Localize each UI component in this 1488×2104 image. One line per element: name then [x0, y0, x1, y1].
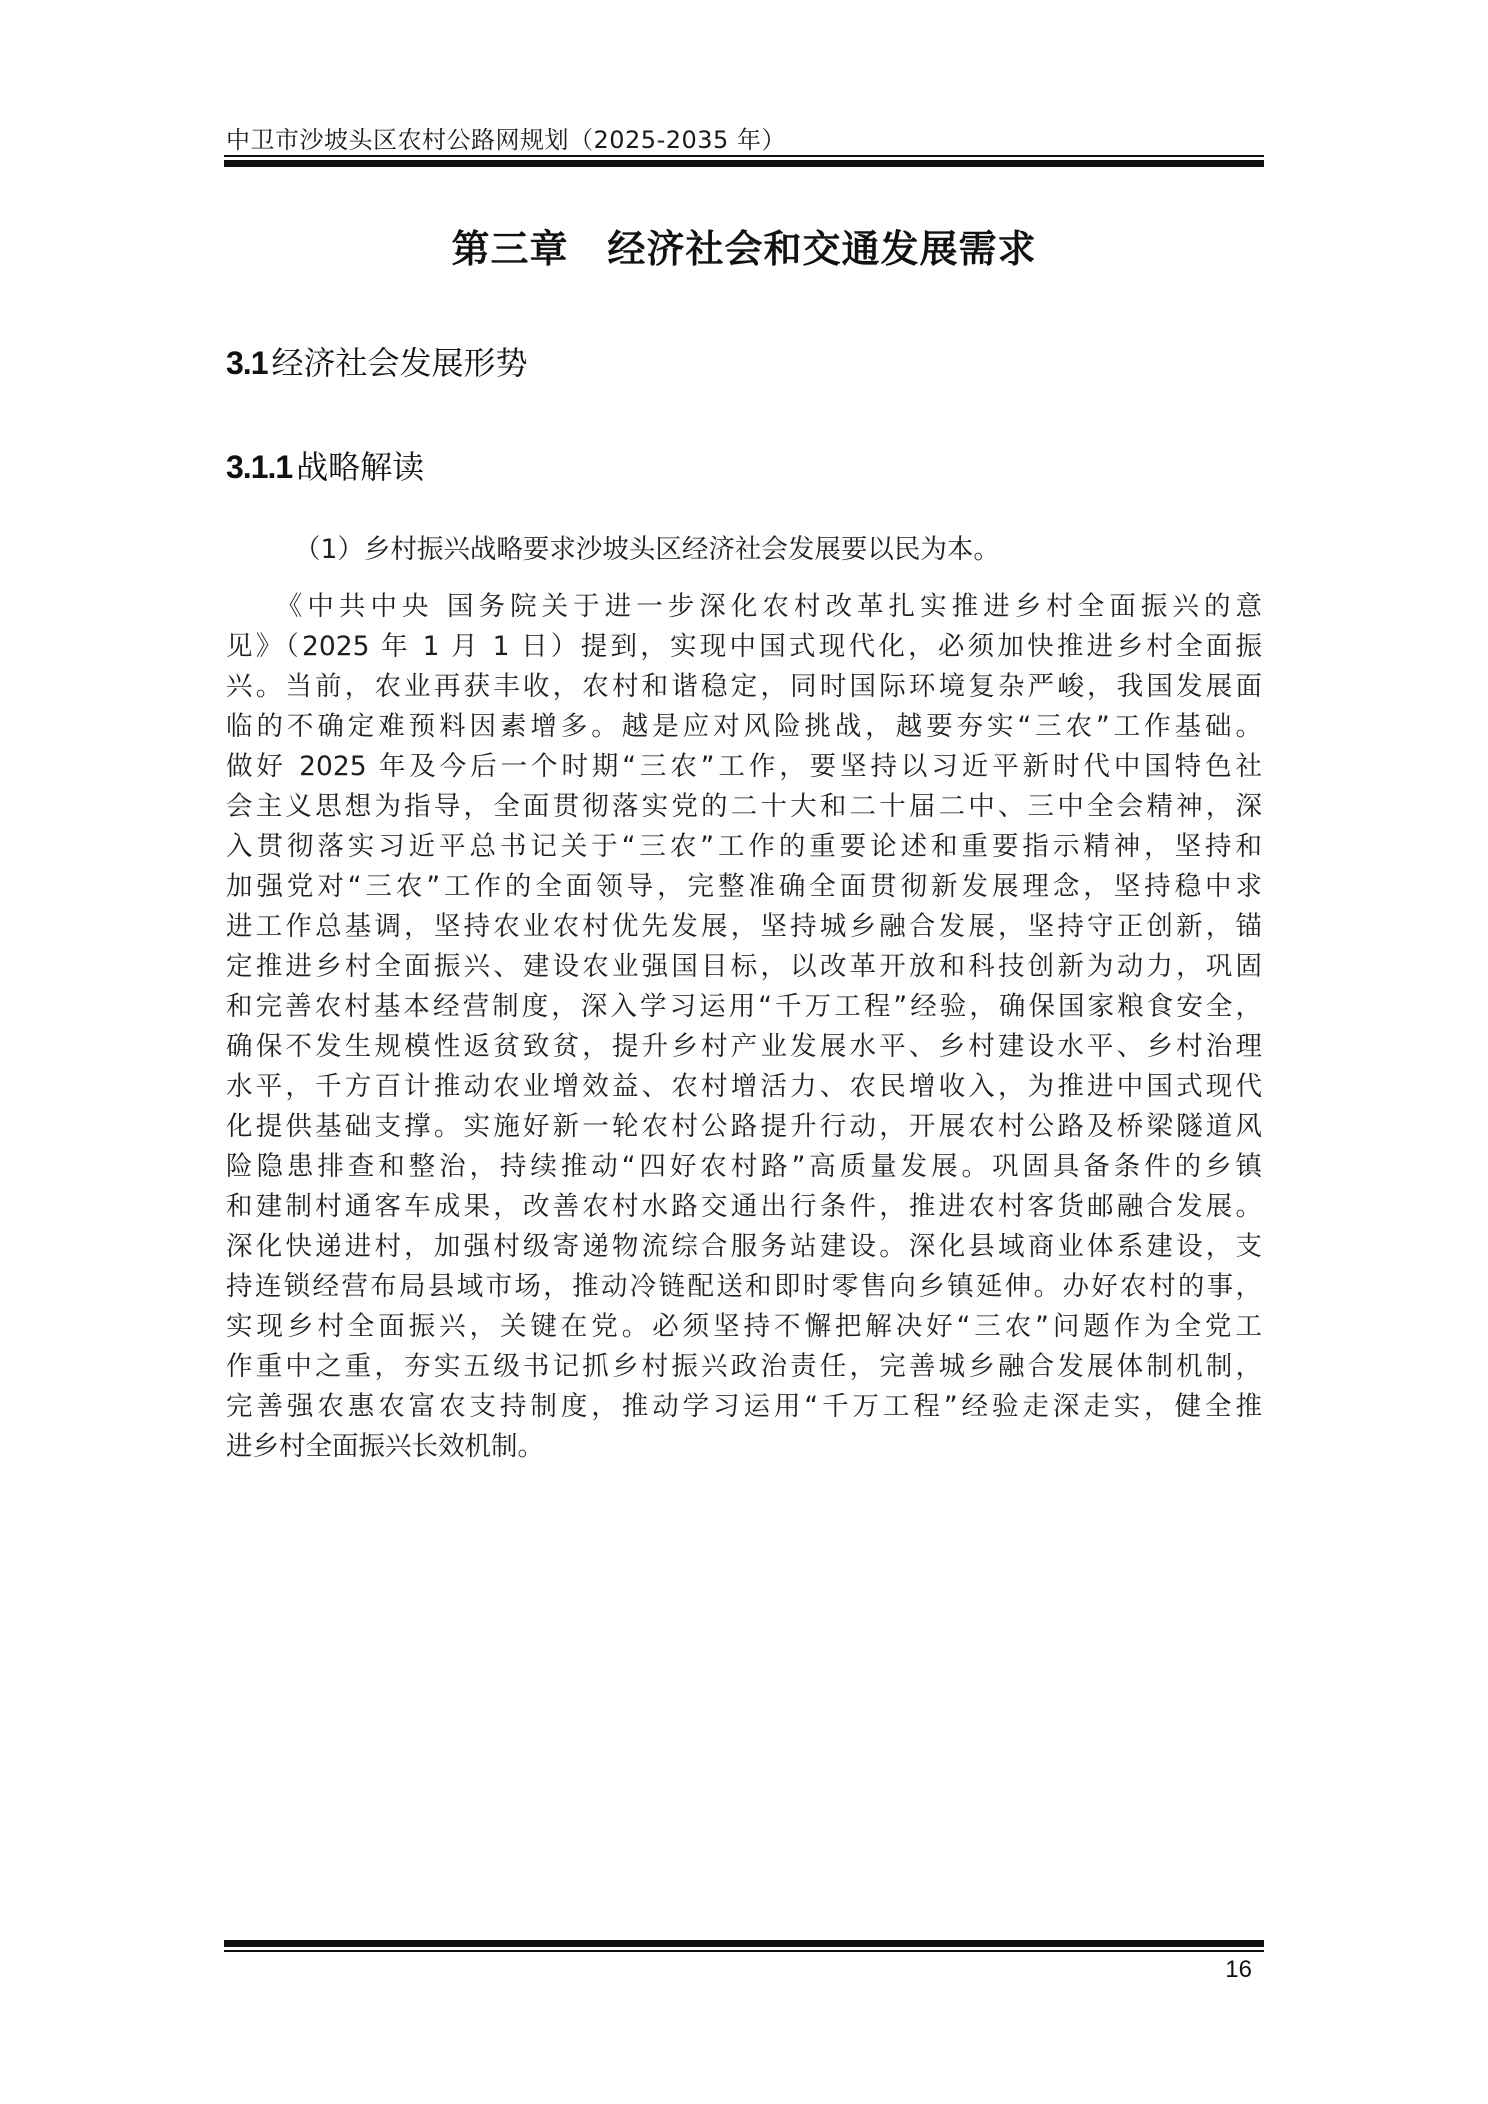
paragraph-line: 《中共中央 国务院关于进一步深化农村改革扎实推进乡村全面振兴的意: [226, 591, 1262, 622]
section-title: 经济社会发展形势: [271, 344, 528, 382]
paragraph-line: 兴。当前，农业再获丰收，农村和谐稳定，同时国际环境复杂严峻，我国发展面: [226, 671, 1262, 702]
paragraph-line: 进乡村全面振兴长效机制。: [226, 1431, 544, 1462]
footer-rule-thin: [224, 1950, 1264, 1952]
running-header: 中卫市沙坡头区农村公路网规划（2025-2035 年）: [226, 126, 786, 154]
subsection-number: 3.1.1: [226, 449, 293, 485]
section-heading: [226, 338, 528, 384]
paragraph-line: 完善强农惠农富农支持制度，推动学习运用“千万工程”经验走深走实，健全推: [226, 1391, 1262, 1422]
paragraph-line: 和建制村通客车成果，改善农村水路交通出行条件，推进农村客货邮融合发展。: [226, 1191, 1262, 1222]
paragraph-line: 入贯彻落实习近平总书记关于“三农”工作的重要论述和重要指示精神，坚持和: [226, 831, 1262, 862]
paragraph-line: 进工作总基调，坚持农业农村优先发展，坚持城乡融合发展，坚持守正创新，锚: [226, 911, 1262, 942]
paragraph-line: 会主义思想为指导，全面贯彻落实党的二十大和二十届二中、三中全会精神，深: [226, 791, 1262, 822]
paragraph-line: 定推进乡村全面振兴、建设农业强国目标，以改革开放和科技创新为动力，巩固: [226, 951, 1262, 982]
paragraph-line: 和完善农村基本经营制度，深入学习运用“千万工程”经验，确保国家粮食安全，: [226, 991, 1262, 1022]
paragraph-line: 深化快递进村，加强村级寄递物流综合服务站建设。深化县域商业体系建设，支: [226, 1231, 1262, 1262]
paragraph-line: 险隐患排查和整治，持续推动“四好农村路”高质量发展。巩固具备条件的乡镇: [226, 1151, 1262, 1182]
subsection-title: 战略解读: [296, 448, 425, 486]
header-rule-thin: [224, 155, 1264, 157]
paragraph-line: 实现乡村全面振兴，关键在党。必须坚持不懈把解决好“三农”问题作为全党工: [226, 1311, 1262, 1342]
paragraph-line: 加强党对“三农”工作的全面领导，完整准确全面贯彻新发展理念，坚持稳中求: [226, 871, 1262, 902]
paragraph-line: 确保不发生规模性返贫致贫，提升乡村产业发展水平、乡村建设水平、乡村治理: [226, 1031, 1262, 1062]
paragraph-line: 作重中之重，夯实五级书记抓乡村振兴政治责任，完善城乡融合发展体制机制，: [226, 1351, 1262, 1382]
chapter-title: 第三章 经济社会和交通发展需求: [451, 227, 1037, 271]
header-rule-thick: [224, 160, 1264, 167]
footer-rule-thick: [224, 1940, 1264, 1947]
page-number: 16: [1225, 1956, 1252, 1983]
paragraph-line: 做好 2025 年及今后一个时期“三农”工作，要坚持以习近平新时代中国特色社: [226, 751, 1262, 782]
paragraph-line: 化提供基础支撑。实施好新一轮农村公路提升行动，开展农村公路及桥梁隧道风: [226, 1111, 1262, 1142]
item-title: （1）乡村振兴战略要求沙坡头区经济社会发展要以民为本。: [294, 534, 1000, 565]
paragraph-line: 见》（2025 年 1 月 1 日）提到，实现中国式现代化，必须加快推进乡村全面振: [226, 631, 1262, 662]
body-paragraph: [226, 587, 1262, 1467]
section-number: 3.1: [226, 345, 268, 381]
paragraph-line: 临的不确定难预料因素增多。越是应对风险挑战，越要夯实“三农”工作基础。: [226, 711, 1262, 742]
subsection-heading: [226, 442, 424, 488]
paragraph-line: 持连锁经营布局县域市场，推动冷链配送和即时零售向乡镇延伸。办好农村的事，: [226, 1271, 1262, 1302]
paragraph-line: 水平，千方百计推动农业增效益、农村增活力、农民增收入，为推进中国式现代: [226, 1071, 1262, 1102]
